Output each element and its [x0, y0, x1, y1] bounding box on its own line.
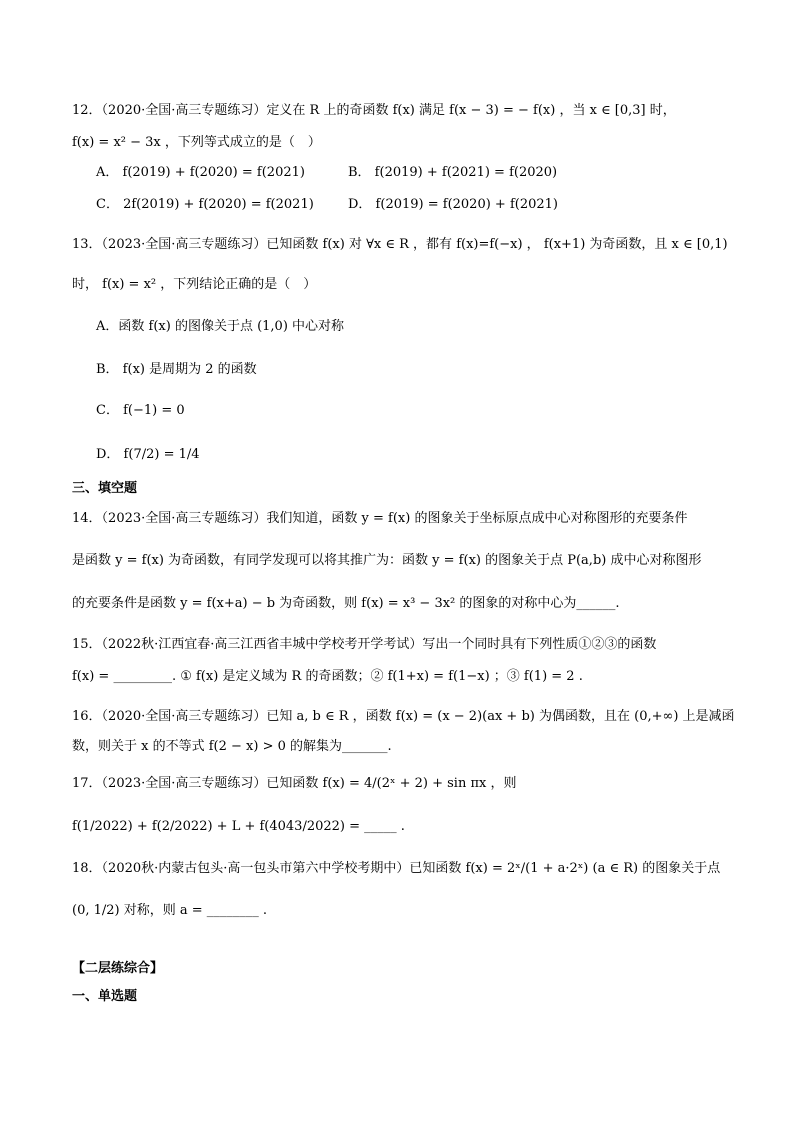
question-17-line-1: 17．（2023·全国·高三专题练习）已知函数 f(x) = 4/(2ˣ + 2) + sin πx ，则 — [72, 776, 517, 791]
question-12-option-c: C． 2f(2019) + f(2020) = f(2021) — [96, 197, 314, 212]
question-14-line-2: 是函数 y = f(x) 为奇函数，有同学发现可以将其推广为：函数 y = f(x) 的图象关于点 P(a,b) 成中心对称图形 — [72, 553, 702, 568]
question-13-option-a: A．函数 f(x) 的图像关于点 (1,0) 中心对称 — [96, 319, 345, 334]
question-18-line-1: 18．（2020秋·内蒙古包头·高一包头市第六中学校考期中）已知函数 f(x) = 2ˣ/(1 + a·2ˣ) (a ∈ R) 的图象关于点 — [72, 861, 721, 876]
question-13-option-c: C． f(−1) = 0 — [96, 403, 185, 418]
question-12-option-a: A． f(2019) + f(2020) = f(2021) — [96, 165, 305, 180]
question-12-line-2: f(x) = x² − 3x ，下列等式成立的是（ ） — [72, 135, 321, 150]
section-level2-heading: 【二层练综合】 — [72, 961, 164, 976]
question-12-option-d: D． f(2019) = f(2020) + f(2021) — [348, 197, 558, 212]
question-14-line-3: 的充要条件是函数 y = f(x+a) − b 为奇函数，则 f(x) = x³ − 3x² 的图象的对称中心为______. — [72, 596, 620, 611]
question-12-option-b: B． f(2019) + f(2021) = f(2020) — [348, 165, 558, 180]
question-13-option-b: B． f(x) 是周期为 2 的函数 — [96, 362, 257, 377]
question-14-line-1: 14．（2023·全国·高三专题练习）我们知道，函数 y = f(x) 的图象关于坐标原点成中心对称图形的充要条件 — [72, 511, 688, 526]
question-16-line-1: 16．（2020·全国·高三专题练习）已知 a, b ∈ R ，函数 f(x) = (x − 2)(ax + b) 为偶函数，且在 (0,+∞) 上是减函 — [72, 709, 735, 724]
question-15-line-1: 15．（2022秋·江西宜春·高三江西省丰城中学校考开学考试）写出一个同时具有下列性质①②③的函数 — [72, 637, 657, 652]
question-13-line-1: 13．（2023·全国·高三专题练习）已知函数 f(x) 对 ∀x ∈ R ，都有 f(x)=f(−x) ， f(x+1) 为奇函数，且 x ∈ [0,1) — [72, 237, 728, 252]
question-17-line-2: f(1/2022) + f(2/2022) + L + f(4043/2022) = _____ . — [72, 819, 405, 834]
question-15-line-2: f(x) = _________. ① f(x) 是定义域为 R 的奇函数；② f(1+x) = f(1−x) ；③ f(1) = 2 . — [72, 669, 583, 684]
question-18-line-2: (0, 1/2) 对称，则 a = ________ . — [72, 903, 268, 918]
question-16-line-2: 数，则关于 x 的不等式 f(2 − x) > 0 的解集为_______. — [72, 739, 392, 754]
question-13-option-d: D． f(7/2) = 1/4 — [96, 447, 200, 462]
section-single-choice-heading: 一、单选题 — [72, 989, 138, 1004]
section-fill-in-heading: 三、填空题 — [72, 481, 138, 496]
question-13-line-2: 时， f(x) = x² ，下列结论正确的是（ ） — [72, 277, 317, 292]
question-12-line-1: 12．（2020·全国·高三专题练习）定义在 R 上的奇函数 f(x) 满足 f(x − 3) = − f(x) ，当 x ∈ [0,3] 时， — [72, 103, 676, 118]
